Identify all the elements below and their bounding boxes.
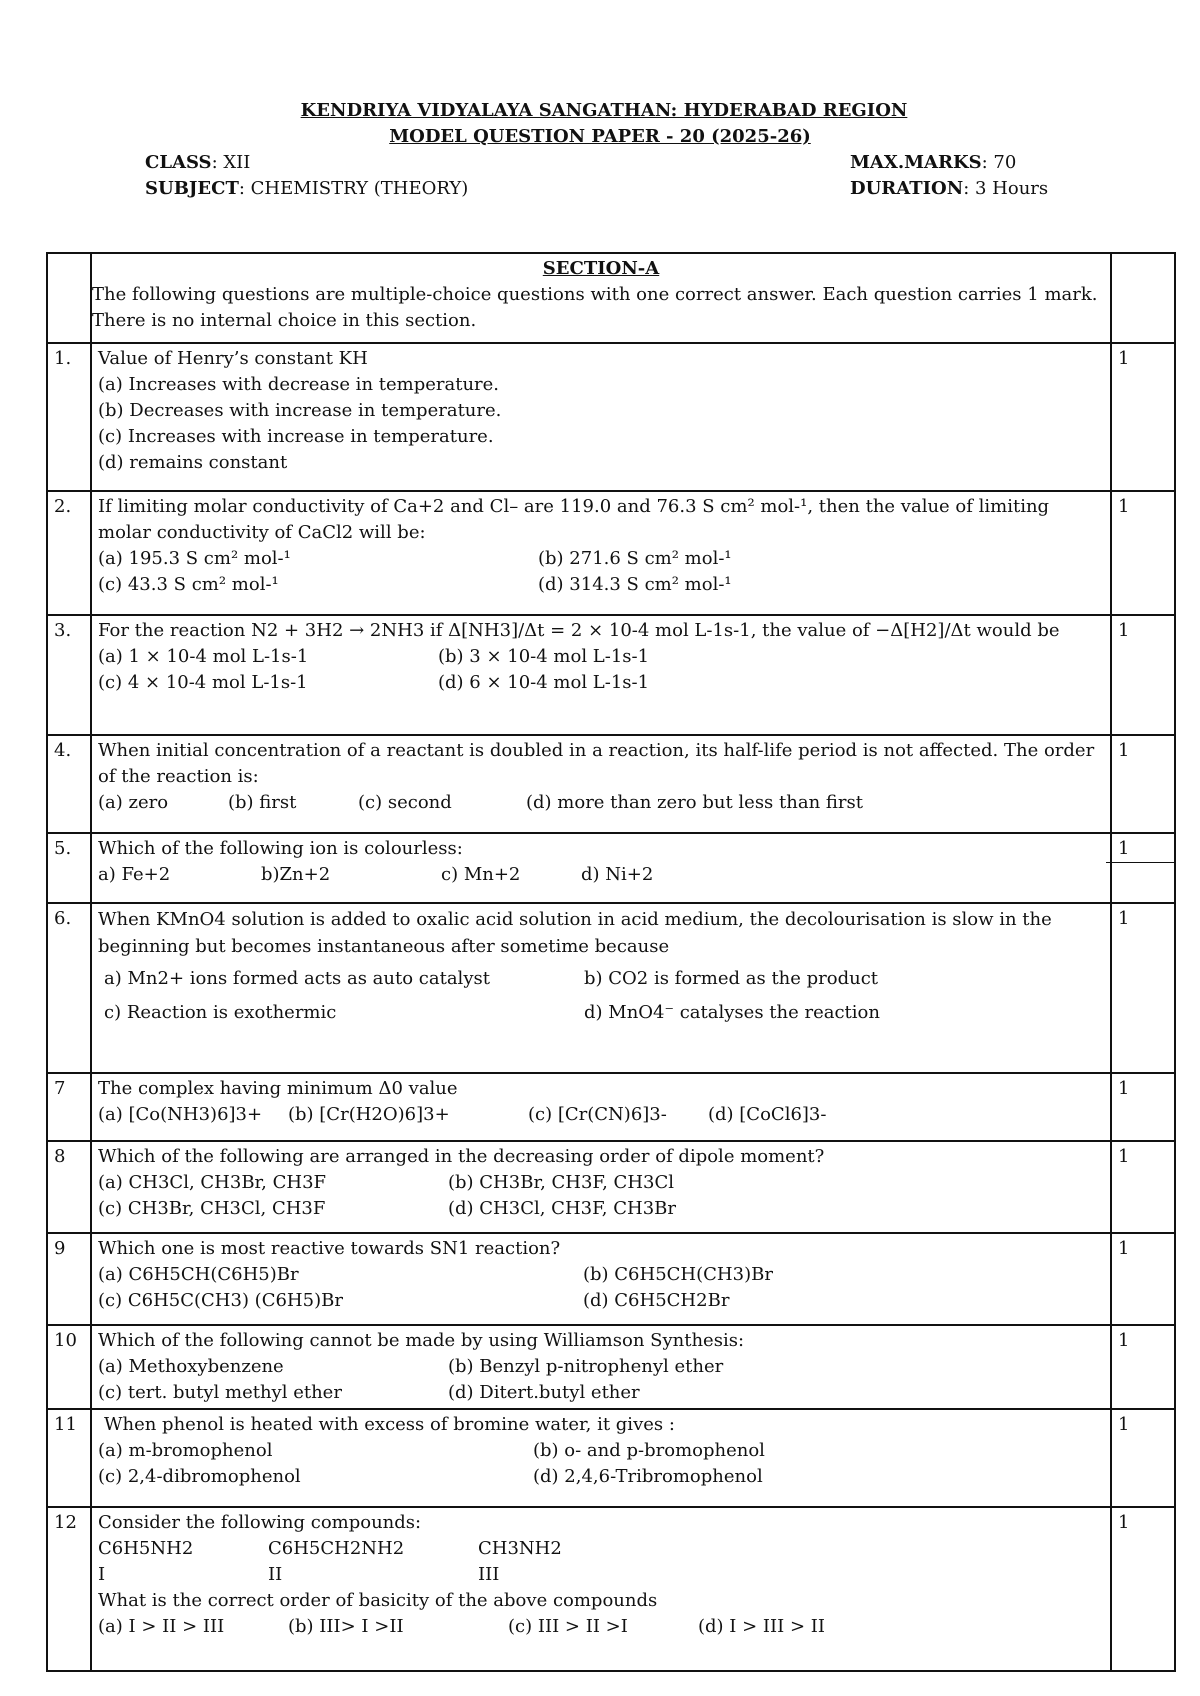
option: (d) 6 × 10-4 mol L-1s-1 [438,672,650,693]
option-row [98,1380,1104,1406]
option: (b) 271.6 S cm² mol-¹ [538,548,732,569]
duration-label: DURATION [850,178,964,199]
question-text: For the reaction N2 + 3H2 → 2NH3 if Δ[NH3]/Δt = 2 × 10-4 mol L-1s-1, the value of −Δ[H2]/Δt would be [98,620,1060,641]
option: (a) I > II > III [98,1616,225,1637]
subject-label: SUBJECT [145,178,239,199]
question-body [91,1073,1111,1141]
class-info [145,150,250,176]
table-cell [1111,253,1175,343]
question-table [46,252,1176,1672]
question-marks-cell [1111,833,1175,903]
question-marks: 1 [1111,1409,1175,1507]
option: (c) 2,4-dibromophenol [98,1466,301,1487]
question-row-9 [47,1233,1175,1325]
option: (c) CH3Br, CH3Cl, CH3F [98,1198,326,1219]
question-body [91,491,1111,615]
organization-title: KENDRIYA VIDYALAYA SANGATHAN: HYDERABAD REGION [300,100,908,121]
option: (b) [Cr(H2O)6]3+ [288,1104,450,1125]
question-body [91,1409,1111,1507]
question-row-5 [47,833,1175,903]
question-row-12 [47,1507,1175,1671]
question-body [91,1507,1111,1671]
question-number: 12 [47,1507,91,1671]
question-row-8 [47,1141,1175,1233]
max-marks-value: : 70 [981,152,1017,173]
question-number: 11 [47,1409,91,1507]
question-body [91,343,1111,491]
question-number: 4. [47,735,91,833]
question-body [91,615,1111,735]
question-text: Consider the following compounds: [98,1512,422,1533]
question-marks: 1 [1111,615,1175,735]
question-row-4 [47,735,1175,833]
subject-value: : CHEMISTRY (THEORY) [238,178,469,199]
question-row-1 [47,343,1175,491]
question-number: 1. [47,343,91,491]
question-marks: 1 [1111,1507,1175,1671]
option: (d) [CoCl6]3- [708,1104,827,1125]
option: (a) m-bromophenol [98,1440,273,1461]
option-row [98,1464,1104,1490]
option: (a) Increases with decrease in temperature. [98,374,500,395]
option-row [98,1614,1104,1640]
option: (c) C6H5C(CH3) (C6H5)Br [98,1290,343,1311]
option-row [98,1288,1104,1314]
option: (d) CH3Cl, CH3F, CH3Br [448,1198,676,1219]
question-body [91,1141,1111,1233]
question-body [91,1325,1111,1409]
question-text: When phenol is heated with excess of bromine water, it gives : [104,1414,675,1435]
question-row-11 [47,1409,1175,1507]
compound-row [98,1536,1104,1562]
question-number: 7 [47,1073,91,1141]
option: (d) C6H5CH2Br [583,1290,730,1311]
option: (b) CH3Br, CH3F, CH3Cl [448,1172,675,1193]
question-body [91,833,1111,903]
section-instructions: The following questions are multiple-choice questions with one correct answer. Each question carries 1 mark. There is no internal choice in this section. [92,284,1098,331]
option: (d) more than zero but less than first [526,792,863,813]
question-row-3 [47,615,1175,735]
subject-info [145,176,468,202]
option: (b) first [228,792,297,813]
class-label: CLASS [145,152,212,173]
question-marks: 1 [1111,1073,1175,1141]
question-marks: 1 [1111,343,1175,491]
question-body [91,1233,1111,1325]
max-marks-label: MAX.MARKS [850,152,982,173]
option: (c) 43.3 S cm² mol-¹ [98,574,279,595]
option-row [98,1262,1104,1288]
option: b) CO2 is formed as the product [584,968,879,989]
option: (c) second [358,792,452,813]
option: (a) CH3Cl, CH3Br, CH3F [98,1172,327,1193]
option: d) Ni+2 [581,864,654,885]
option-row [98,644,1104,670]
paper-header [0,98,1200,150]
question-marks: 1 [1106,836,1174,863]
question-text: Which of the following cannot be made by using Williamson Synthesis: [98,1330,745,1351]
option: (a) 1 × 10-4 mol L-1s-1 [98,646,309,667]
option-row [98,572,1104,598]
table-cell [47,253,91,343]
option: (d) remains constant [98,452,288,473]
question-body [91,903,1111,1073]
question-number: 2. [47,491,91,615]
option: (b) Benzyl p-nitrophenyl ether [448,1356,724,1377]
option: (d) 2,4,6-Tribromophenol [533,1466,763,1487]
option: (b) C6H5CH(CH3)Br [583,1264,773,1285]
question-marks: 1 [1111,491,1175,615]
question-number: 10 [47,1325,91,1409]
option: a) Mn2+ ions formed acts as auto catalyst [104,968,490,989]
option-row [98,546,1104,572]
option: (c) Increases with increase in temperature. [98,426,494,447]
option: (c) [Cr(CN)6]3- [528,1104,667,1125]
option: (d) I > III > II [698,1616,826,1637]
section-header-row [47,253,1175,343]
question-marks: 1 [1111,1141,1175,1233]
option-row [98,1438,1104,1464]
question-text-continued: What is the correct order of basicity of the above compounds [98,1590,658,1611]
question-text: Which of the following are arranged in the decreasing order of dipole moment? [98,1146,825,1167]
option: (c) 4 × 10-4 mol L-1s-1 [98,672,308,693]
question-text: When initial concentration of a reactant is doubled in a reaction, its half-life period is not affected. The order of the reaction is: [98,740,1095,787]
option: (b) 3 × 10-4 mol L-1s-1 [438,646,650,667]
section-title: SECTION-A [542,258,660,279]
question-row-7 [47,1073,1175,1141]
option-row [98,1102,1104,1128]
option: (a) [Co(NH3)6]3+ [98,1104,263,1125]
paper-title: MODEL QUESTION PAPER - 20 (2025-26) [389,126,811,147]
option-row [98,1000,1104,1026]
option: c) Mn+2 [441,864,521,885]
question-number: 6. [47,903,91,1073]
compound-label: I [98,1564,106,1585]
question-marks: 1 [1111,1233,1175,1325]
marks-info [850,150,1016,176]
compound: CH3NH2 [478,1538,562,1559]
question-number: 3. [47,615,91,735]
question-number: 8 [47,1141,91,1233]
question-marks: 1 [1111,735,1175,833]
option: (b) Decreases with increase in temperature. [98,400,502,421]
duration-value: : 3 Hours [963,178,1049,199]
compound: C6H5CH2NH2 [268,1538,405,1559]
question-row-10 [47,1325,1175,1409]
question-number: 9 [47,1233,91,1325]
option-row [98,862,1104,888]
compound-label: III [478,1564,500,1585]
option-row [98,1196,1104,1222]
option-row [98,790,1104,816]
question-body [91,735,1111,833]
question-row-2 [47,491,1175,615]
question-text: The complex having minimum Δ0 value [98,1078,458,1099]
question-number: 5. [47,833,91,903]
question-marks: 1 [1111,903,1175,1073]
option: b)Zn+2 [261,864,331,885]
option: d) MnO4⁻ catalyses the reaction [584,1002,880,1023]
question-marks: 1 [1111,1325,1175,1409]
option: a) Fe+2 [98,864,171,885]
duration-info [850,176,1048,202]
option-row [98,1170,1104,1196]
option: (a) Methoxybenzene [98,1356,284,1377]
compound-label: II [268,1564,283,1585]
section-header-cell [91,253,1111,343]
option: (a) zero [98,792,169,813]
option: (d) Ditert.butyl ether [448,1382,640,1403]
option: (a) 195.3 S cm² mol-¹ [98,548,291,569]
question-text: Value of Henry’s constant KH [98,348,368,369]
question-text: Which one is most reactive towards SN1 reaction? [98,1238,561,1259]
question-text: Which of the following ion is colourless: [98,838,463,859]
option: (d) 314.3 S cm² mol-¹ [538,574,732,595]
option: (c) III > II >I [508,1616,628,1637]
class-value: : XII [211,152,251,173]
compound-label-row [98,1562,1104,1588]
option-row [98,966,1104,992]
option: (b) III> I >II [288,1616,404,1637]
option: (b) o- and p-bromophenol [533,1440,765,1461]
question-row-6 [47,903,1175,1073]
option: (c) tert. butyl methyl ether [98,1382,342,1403]
question-text: If limiting molar conductivity of Ca+2 and Cl– are 119.0 and 76.3 S cm² mol-¹, then the value of limiting molar conductivity of CaCl2 will be: [98,496,1050,543]
option: c) Reaction is exothermic [104,1002,337,1023]
question-text: When KMnO4 solution is added to oxalic acid solution in acid medium, the decolourisation is slow in the beginning but becomes instantaneous after sometime because [98,909,1052,957]
option-row [98,1354,1104,1380]
option: (a) C6H5CH(C6H5)Br [98,1264,299,1285]
compound: C6H5NH2 [98,1538,194,1559]
option-row [98,670,1104,696]
